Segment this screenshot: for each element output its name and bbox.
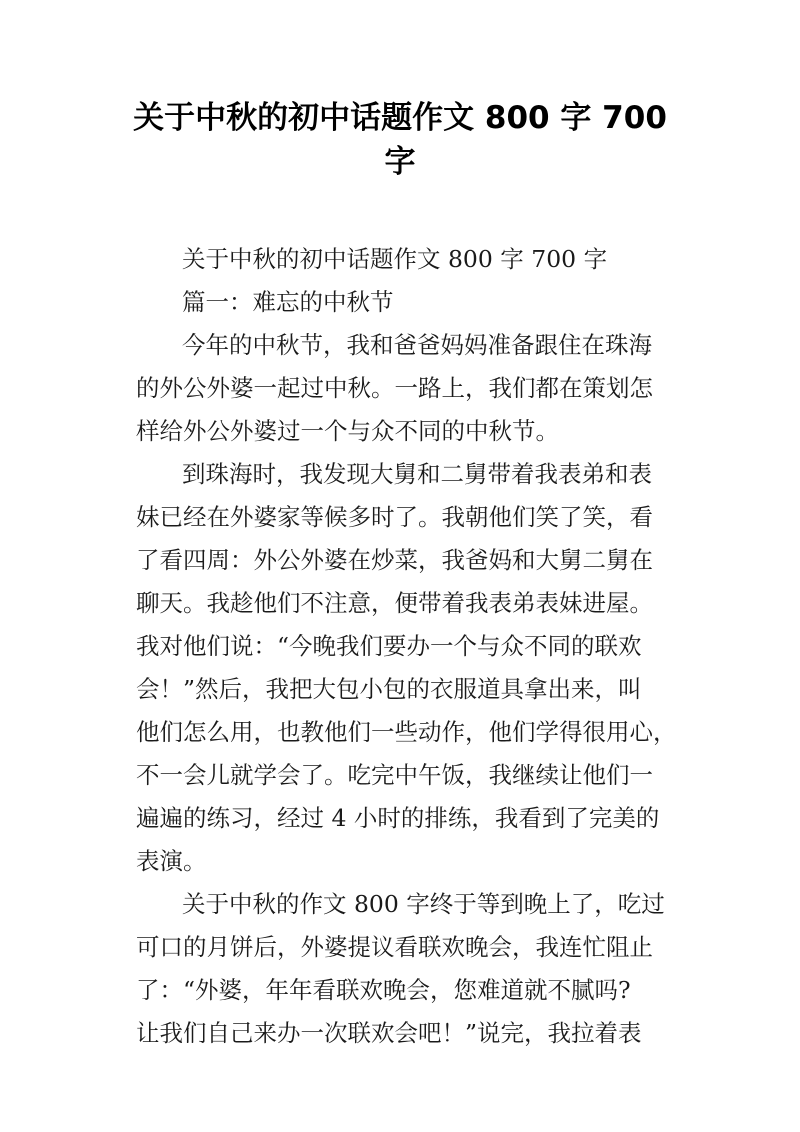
body-line: 到珠海时，我发现大舅和二舅带着我表弟和表 (182, 460, 652, 488)
body-line: 他们怎么用，也教他们一些动作，他们学得很用心， (136, 718, 677, 746)
section-heading: 篇一：难忘的中秋节 (182, 288, 394, 316)
body-line: 聊天。我趁他们不注意，便带着我表弟表妹进屋。 (136, 589, 653, 617)
body-line: 不一会儿就学会了。吃完中午饭，我继续让他们一 (136, 761, 653, 789)
body-line: 今年的中秋节，我和爸爸妈妈准备跟住在珠海 (182, 331, 652, 359)
body-line: 的外公外婆一起过中秋。一路上，我们都在策划怎 (136, 374, 653, 402)
body-line: 遍遍的练习，经过 4 小时的排练，我看到了完美的 (136, 804, 660, 832)
title-line-1: 关于中秋的初中话题作文 800 字 700 (133, 100, 667, 136)
body-line: 可口的月饼后，外婆提议看联欢晚会，我连忙阻止 (136, 933, 653, 961)
title-line-2: 字 (384, 144, 416, 180)
body-line: 关于中秋的初中话题作文 800 字 700 字 (182, 245, 608, 273)
body-line: 表演。 (136, 847, 207, 875)
body-line: 了看四周：外公外婆在炒菜，我爸妈和大舅二舅在 (136, 546, 653, 574)
body-line: 关于中秋的作文 800 字终于等到晚上了，吃过 (182, 890, 665, 918)
document-body (136, 238, 676, 1055)
body-line: 让我们自己来办一次联欢会吧！”说完，我拉着表 (136, 1019, 642, 1047)
body-line: 妹已经在外婆家等候多时了。我朝他们笑了笑，看 (136, 503, 653, 531)
body-line: 会！”然后，我把大包小包的衣服道具拿出来，叫 (136, 675, 642, 703)
body-line: 样给外公外婆过一个与众不同的中秋节。 (136, 417, 559, 445)
body-line: 了：“外婆，年年看联欢晚会，您难道就不腻吗? (136, 976, 631, 1004)
body-line: 我对他们说：“今晚我们要办一个与众不同的联欢 (136, 632, 642, 660)
document-title (100, 96, 700, 184)
